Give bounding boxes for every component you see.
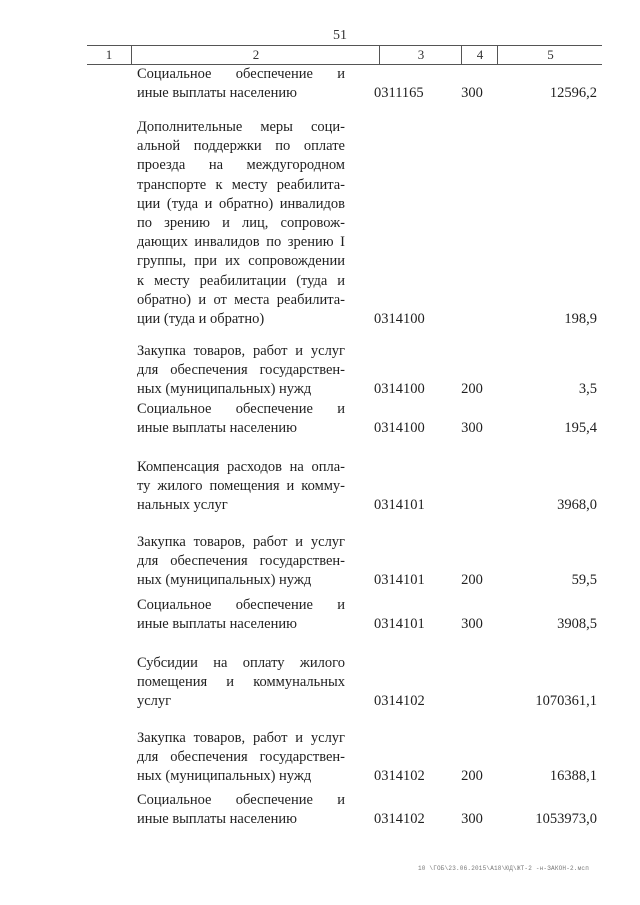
row-description-line: Закупка товаров, работ и услуг — [137, 730, 345, 746]
row-description-line: иные выплаты населению — [137, 811, 297, 828]
row-description-line: иные выплаты населению — [137, 420, 297, 437]
row-description — [137, 596, 345, 634]
row-description — [137, 118, 345, 329]
row-description-line: альной поддержки по оплате — [137, 138, 345, 155]
row-expense-type: 300 — [461, 616, 483, 633]
row-description-line: Социальное обеспечение и — [137, 401, 345, 417]
row-description — [137, 400, 345, 438]
row-description-line: дающих инвалидов по зрению I — [137, 234, 345, 251]
row-amount: 12596,2 — [549, 85, 597, 102]
row-expense-type: 200 — [461, 572, 483, 589]
row-description-line: Социальное обеспечение и — [137, 66, 345, 82]
row-code: 0314101 — [374, 616, 425, 633]
row-description-line: для обеспечения государствен- — [137, 749, 345, 766]
row-amount: 3968,0 — [557, 497, 597, 514]
row-description-line: транспорте к месту реабилита- — [137, 176, 345, 193]
row-description-line: Компенсация расходов на опла- — [137, 459, 345, 475]
row-expense-type: 300 — [461, 420, 483, 437]
row-description-line: Закупка товаров, работ и услуг — [137, 343, 345, 359]
row-description-line: проезда на междугородном — [137, 157, 345, 174]
row-description-line: ных (муниципальных) нужд — [137, 381, 312, 398]
row-description-line: Социальное обеспечение и — [137, 597, 345, 613]
row-code: 0314100 — [374, 381, 425, 398]
row-amount: 198,9 — [564, 311, 597, 327]
row-code: 0314102 — [374, 811, 425, 828]
row-description — [137, 65, 345, 103]
row-description — [137, 533, 345, 591]
footer-document-id: 10 \ГОБ\23.06.2015\А18\ЮД\ЖТ-2 -н-ЗАКОН-2.мсп — [418, 865, 590, 872]
row-code: 0314101 — [374, 497, 425, 514]
column-header-row — [87, 45, 602, 65]
row-description — [137, 342, 345, 400]
column-header-1: 1 — [105, 47, 113, 62]
row-description-line: ных (муниципальных) нужд — [137, 768, 312, 785]
row-amount: 195,4 — [564, 420, 597, 437]
row-code: 0314102 — [374, 768, 425, 785]
row-amount: 1053973,0 — [535, 811, 597, 828]
row-description-line: Социальное обеспечение и — [137, 792, 345, 808]
row-description-line: помещения и коммунальных — [137, 674, 345, 691]
row-description-line: нальных услуг — [137, 497, 228, 514]
row-description-line: Закупка товаров, работ и услуг — [137, 534, 345, 550]
page-number: 51 — [333, 28, 347, 43]
row-description-line: обратно) и от места реабилита- — [137, 291, 345, 308]
row-code: 0314100 — [374, 311, 425, 327]
row-amount: 1070361,1 — [535, 693, 597, 710]
row-expense-type: 300 — [461, 85, 483, 102]
row-description-line: ту жилого помещения и комму- — [137, 478, 345, 495]
row-description-line: иные выплаты населению — [137, 616, 297, 633]
row-description-line: ных (муниципальных) нужд — [137, 572, 312, 589]
column-header-3: 3 — [379, 46, 462, 64]
row-code: 0314102 — [374, 693, 425, 710]
row-description-line: по зрению и лиц, сопровож- — [137, 215, 345, 232]
row-expense-type: 300 — [461, 811, 483, 828]
row-description-line: Дополнительные меры соци- — [137, 119, 345, 135]
row-description — [137, 791, 345, 829]
row-code: 0314101 — [374, 572, 425, 589]
row-code: 0314100 — [374, 420, 425, 437]
row-description-line: услуг — [137, 693, 172, 710]
row-description-line: ции (туда и обратно) инвалидов — [137, 195, 345, 212]
column-header-4: 4 — [461, 46, 498, 64]
row-description-line: для обеспечения государствен- — [137, 362, 345, 379]
row-description-line: для обеспечения государствен- — [137, 553, 345, 570]
row-description — [137, 458, 345, 516]
row-description-line: группы, при их сопровождении — [137, 253, 345, 270]
row-amount: 3,5 — [578, 381, 597, 398]
row-expense-type: 200 — [461, 768, 483, 785]
row-code: 0311165 — [374, 85, 424, 102]
column-header-5: 5 — [497, 46, 603, 64]
row-description — [137, 654, 345, 712]
row-description-line: к месту реабилитации (туда и — [137, 272, 345, 289]
row-amount: 59,5 — [571, 572, 597, 589]
row-amount: 16388,1 — [549, 768, 597, 785]
row-description-line: иные выплаты населению — [137, 85, 297, 102]
row-description — [137, 729, 345, 787]
row-amount: 3908,5 — [557, 616, 597, 633]
row-description-line: ции (туда и обратно) — [137, 311, 265, 328]
row-expense-type: 200 — [461, 381, 483, 398]
row-description-line: Субсидии на оплату жилого — [137, 655, 345, 671]
column-header-2: 2 — [131, 46, 380, 64]
